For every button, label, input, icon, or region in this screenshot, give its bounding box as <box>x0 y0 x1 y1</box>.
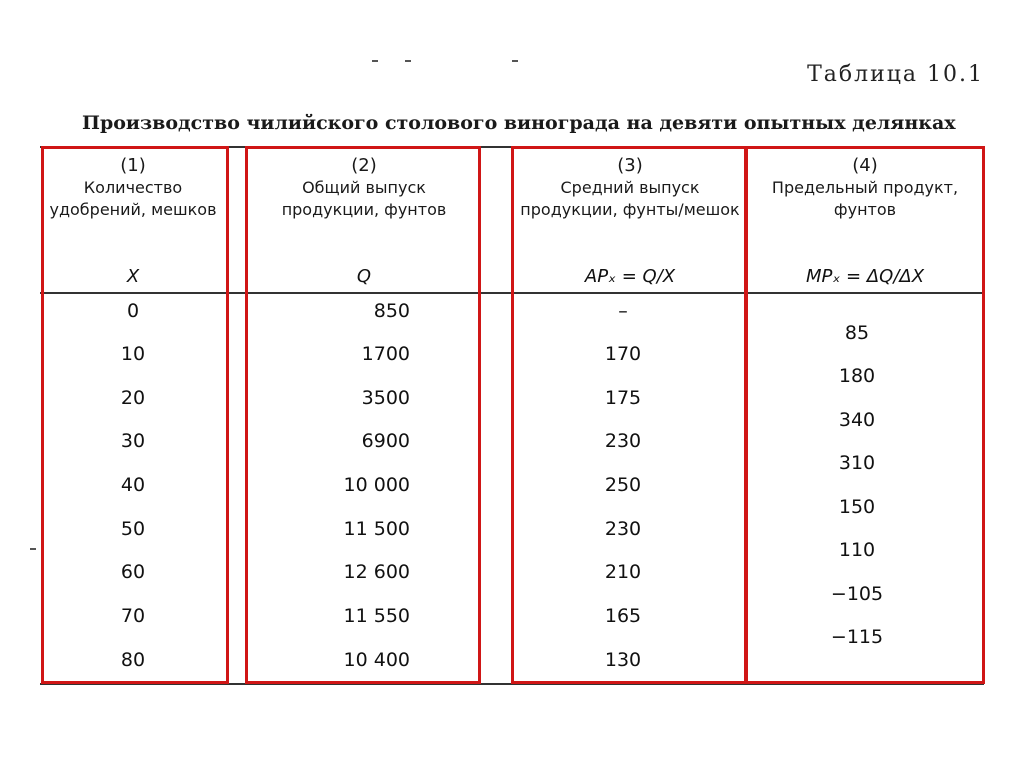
column-symbol-4: MPₓ = ΔQ/ΔX <box>805 266 925 287</box>
column-number-1: (1) <box>120 155 146 176</box>
marginal-product-cell: 310 <box>838 452 876 474</box>
marginal-product-cell: −105 <box>830 583 884 605</box>
average-output-cell: 210 <box>604 561 642 583</box>
total-output-cell: 10 000 <box>343 474 410 496</box>
table-title: Производство чилийского столового винограда на девяти опытных делянках <box>82 112 956 134</box>
total-output-cell: 10 400 <box>343 649 410 671</box>
column-number-4: (4) <box>852 155 878 176</box>
average-output-cell: – <box>618 300 628 322</box>
marginal-product-cell: 180 <box>838 365 876 387</box>
column-symbol-3: APₓ = Q/X <box>584 266 676 287</box>
fertilizer-cell: 0 <box>126 300 140 322</box>
total-output-cell: 3500 <box>361 387 410 409</box>
fertilizer-cell: 80 <box>120 649 146 671</box>
marginal-product-cell: 110 <box>838 539 876 561</box>
total-output-cell: 850 <box>373 300 410 322</box>
marginal-product-cell: 85 <box>844 322 870 344</box>
total-output-cell: 6900 <box>361 430 410 452</box>
marginal-product-cell: 340 <box>838 409 876 431</box>
average-output-cell: 175 <box>604 387 642 409</box>
scan-speck <box>30 548 36 550</box>
total-output-cell: 11 500 <box>343 518 410 540</box>
fertilizer-cell: 40 <box>120 474 146 496</box>
table-number-label: Таблица 10.1 <box>807 62 984 87</box>
column-symbol-1: X <box>126 266 140 287</box>
fertilizer-cell: 50 <box>120 518 146 540</box>
total-output-cell: 1700 <box>361 343 410 365</box>
fertilizer-cell: 30 <box>120 430 146 452</box>
average-output-cell: 165 <box>604 605 642 627</box>
average-output-cell: 250 <box>604 474 642 496</box>
fertilizer-cell: 60 <box>120 561 146 583</box>
fertilizer-cell: 10 <box>120 343 146 365</box>
column-number-2: (2) <box>351 155 377 176</box>
average-output-cell: 230 <box>604 430 642 452</box>
marginal-product-cell: −115 <box>830 626 884 648</box>
scan-speck <box>405 60 411 62</box>
column-4-highlight-box <box>745 146 985 684</box>
column-number-3: (3) <box>617 155 643 176</box>
fertilizer-cell: 70 <box>120 605 146 627</box>
average-output-cell: 230 <box>604 518 642 540</box>
scan-speck <box>372 60 378 62</box>
column-title-1: Количество удобрений, мешков <box>49 178 217 219</box>
column-1-highlight-box <box>41 146 229 684</box>
column-symbol-2: Q <box>356 266 372 287</box>
average-output-cell: 130 <box>604 649 642 671</box>
fertilizer-cell: 20 <box>120 387 146 409</box>
total-output-cell: 12 600 <box>343 561 410 583</box>
column-2-highlight-box <box>245 146 481 684</box>
column-title-2: Общий выпуск продукции, фунтов <box>281 178 447 219</box>
total-output-cell: 11 550 <box>343 605 410 627</box>
column-title-3: Средний выпуск продукции, фунты/мешок <box>520 178 740 219</box>
column-3-highlight-box <box>511 146 747 684</box>
marginal-product-cell: 150 <box>838 496 876 518</box>
scan-speck <box>512 60 518 62</box>
column-title-4: Предельный продукт, фунтов <box>771 178 959 219</box>
average-output-cell: 170 <box>604 343 642 365</box>
